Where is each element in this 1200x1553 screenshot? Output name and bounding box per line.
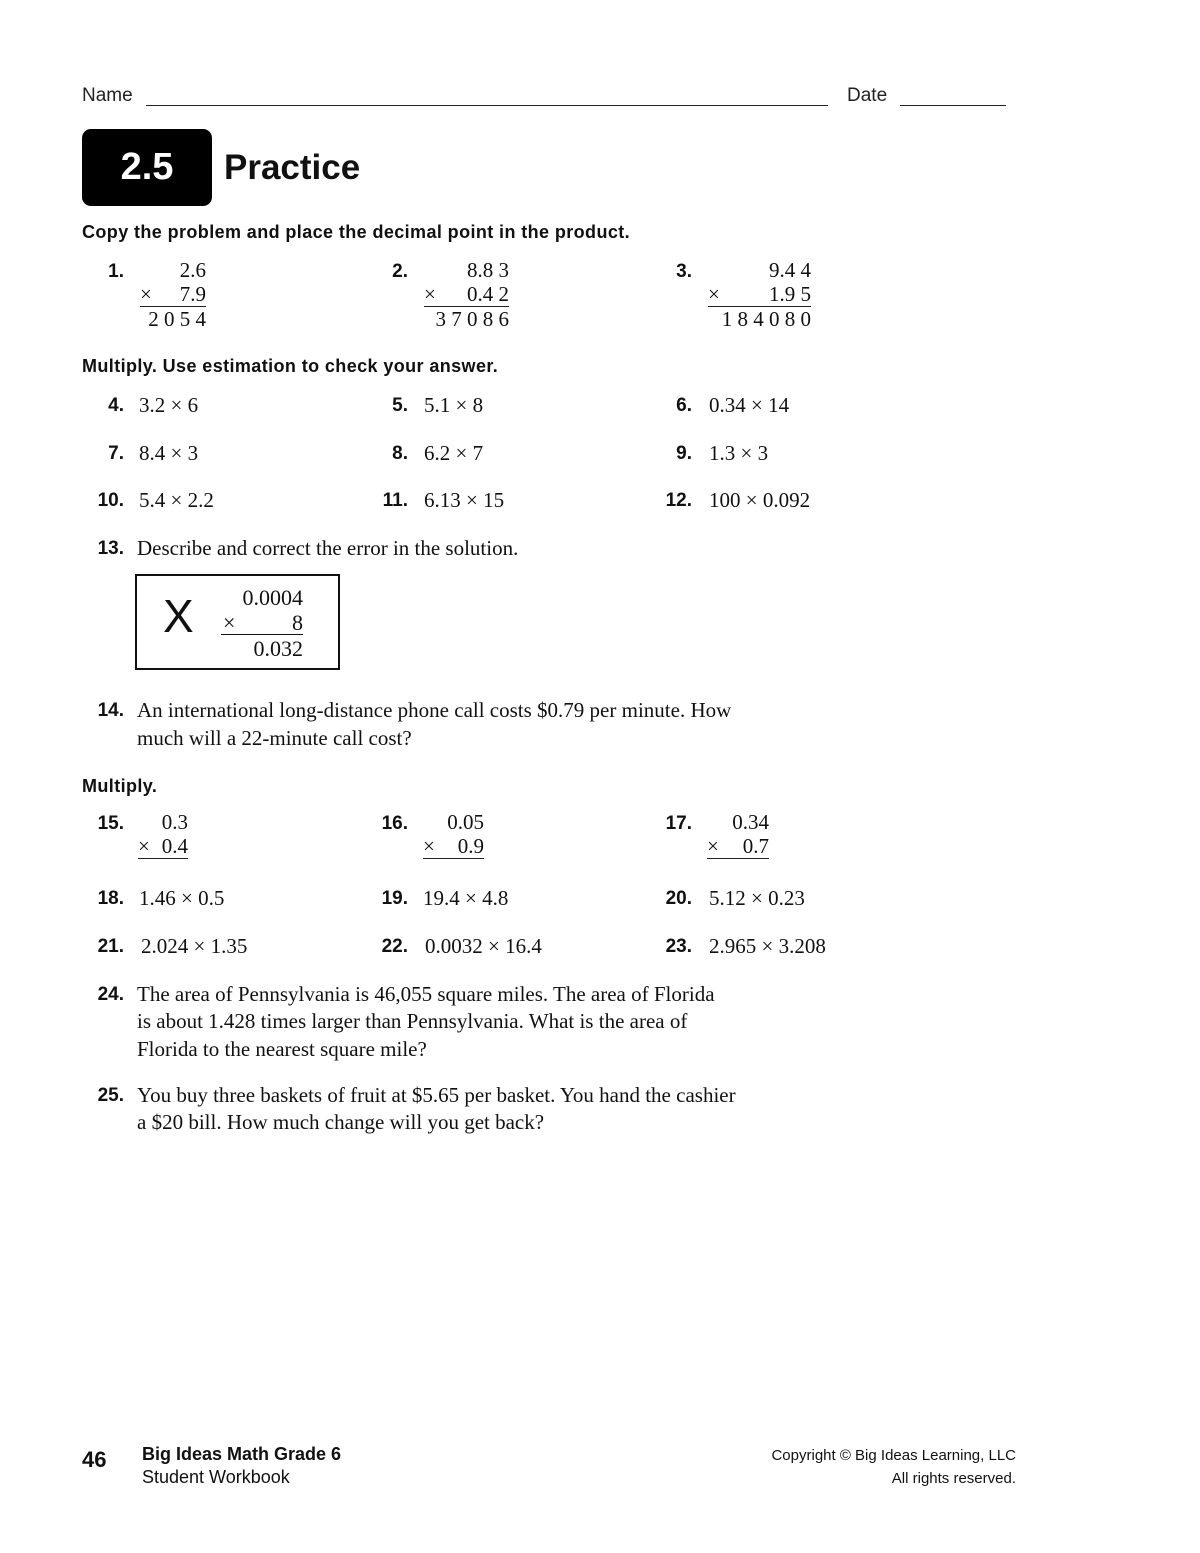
problem-expression: 6.2 × 7 [424, 441, 484, 465]
book-title: Big Ideas Math Grade 6 [142, 1444, 342, 1464]
question-25-line-1: You buy three baskets of fruit at $5.65 per basket. You hand the cashier [137, 1083, 736, 1107]
problem-number: 5. [392, 395, 408, 416]
times-sign: × [140, 282, 152, 306]
instruction-multiply: Multiply. [82, 776, 158, 796]
problem-number: 21. [97, 936, 124, 957]
times-sign: × [708, 282, 720, 306]
problem-number: 23. [665, 936, 692, 957]
problem-expression: 2.024 × 1.35 [141, 934, 248, 958]
problem-number: 9. [676, 443, 692, 464]
product: 3 7 0 8 6 [435, 307, 509, 331]
problem-16-vertical [423, 810, 484, 859]
product: 1 8 4 0 8 0 [721, 307, 811, 331]
problem-expression: 2.965 × 3.208 [709, 934, 826, 958]
question-24-line-1: The area of Pennsylvania is 46,055 square miles. The area of Florida [137, 982, 715, 1006]
name-label: Name [82, 85, 133, 106]
multiplicand: 0.3 [161, 810, 188, 834]
error-solution-box [135, 574, 340, 670]
problem-number: 8. [392, 443, 408, 464]
problem-number: 6. [676, 395, 692, 416]
multiplicand: 0.34 [732, 810, 769, 834]
multiplicand: 2.6 [179, 258, 206, 282]
problem-number: 2. [392, 261, 408, 282]
multiplier: 0.4 [161, 834, 188, 858]
error-multiplicand: 0.0004 [242, 585, 303, 610]
times-sign: × [423, 834, 435, 858]
problem-number: 12. [665, 490, 692, 511]
problem-number: 18. [97, 888, 124, 909]
problem-17-vertical [707, 810, 769, 859]
question-24-line-2: is about 1.428 times larger than Pennsylvania. What is the area of [137, 1009, 688, 1033]
problem-expression: 6.13 × 15 [424, 488, 505, 512]
problem-number: 7. [108, 443, 124, 464]
problem-number: 3. [676, 261, 692, 282]
problem-expression: 1.46 × 0.5 [139, 886, 225, 910]
copyright: Copyright © Big Ideas Learning, LLC [771, 1447, 1016, 1464]
instruction-copy-problem: Copy the problem and place the decimal point in the product. [82, 222, 631, 242]
problem-2-vertical [424, 258, 509, 331]
book-subtitle: Student Workbook [142, 1467, 290, 1487]
problem-expression: 0.0032 × 16.4 [425, 934, 542, 958]
name-field[interactable] [146, 87, 828, 106]
question-24-line-3: Florida to the nearest square mile? [137, 1037, 427, 1061]
date-field[interactable] [900, 87, 1006, 106]
question-25-line-2: a $20 bill. How much change will you get back? [137, 1110, 545, 1134]
problem-number: 1. [108, 261, 124, 282]
problem-number: 16. [381, 813, 408, 834]
problem-15-vertical [138, 810, 188, 859]
problem-number: 22. [381, 936, 408, 957]
question-13-text: Describe and correct the error in the solution. [137, 536, 519, 560]
problem-3-vertical [708, 258, 811, 331]
multiplier-row [140, 282, 206, 307]
problem-number: 19. [381, 888, 408, 909]
problem-number: 14. [97, 700, 124, 721]
error-x-mark: X [163, 590, 194, 642]
error-multiplier: 8 [292, 610, 303, 635]
multiplicand: 0.05 [447, 810, 484, 834]
problem-number: 15. [97, 813, 124, 834]
problem-number: 17. [665, 813, 692, 834]
times-sign: × [223, 610, 236, 635]
times-sign: × [138, 834, 150, 858]
multiplier-row [424, 282, 509, 307]
problem-expression: 100 × 0.092 [709, 488, 811, 512]
section-number-badge [82, 129, 212, 206]
rights-reserved: All rights reserved. [891, 1470, 1016, 1487]
page-number: 46 [82, 1447, 107, 1472]
multiplicand: 9.4 4 [769, 258, 811, 282]
question-14-line-2: much will a 22-minute call cost? [137, 726, 412, 750]
problem-expression: 5.12 × 0.23 [709, 886, 805, 910]
problem-number: 4. [108, 395, 124, 416]
problem-number: 20. [665, 888, 692, 909]
multiplier-row [708, 282, 811, 307]
multiplier: 0.4 2 [467, 282, 509, 306]
problem-number: 10. [97, 490, 124, 511]
section-number: 2.5 [120, 146, 174, 188]
error-multiplier-row [221, 610, 303, 635]
problem-expression: 0.34 × 14 [709, 393, 790, 417]
problem-number: 25. [97, 1085, 124, 1106]
problem-expression: 8.4 × 3 [139, 441, 199, 465]
multiplier: 0.9 [457, 834, 484, 858]
multiplier-row [707, 834, 769, 859]
multiplier-row [423, 834, 484, 859]
instruction-multiply-estimate: Multiply. Use estimation to check your answer. [82, 356, 499, 376]
problem-number: 13. [97, 538, 124, 559]
problem-expression: 1.3 × 3 [709, 441, 769, 465]
multiplicand: 8.8 3 [467, 258, 509, 282]
date-label: Date [847, 85, 888, 106]
multiplier: 1.9 5 [769, 282, 811, 306]
question-14-line-1: An international long-distance phone call costs $0.79 per minute. How [137, 698, 732, 722]
section-title: Practice [224, 148, 361, 187]
problem-expression: 3.2 × 6 [139, 393, 199, 417]
problem-number: 24. [97, 984, 124, 1005]
problem-expression: 5.4 × 2.2 [139, 488, 214, 512]
multiplier: 0.7 [742, 834, 769, 858]
multiplier-row [138, 834, 188, 859]
problem-expression: 5.1 × 8 [424, 393, 484, 417]
times-sign: × [424, 282, 436, 306]
times-sign: × [707, 834, 719, 858]
multiplier: 7.9 [179, 282, 206, 306]
problem-1-vertical [140, 258, 206, 331]
error-product: 0.032 [253, 636, 303, 661]
product: 2 0 5 4 [148, 307, 206, 331]
problem-expression: 19.4 × 4.8 [423, 886, 509, 910]
problem-number: 11. [382, 490, 408, 511]
